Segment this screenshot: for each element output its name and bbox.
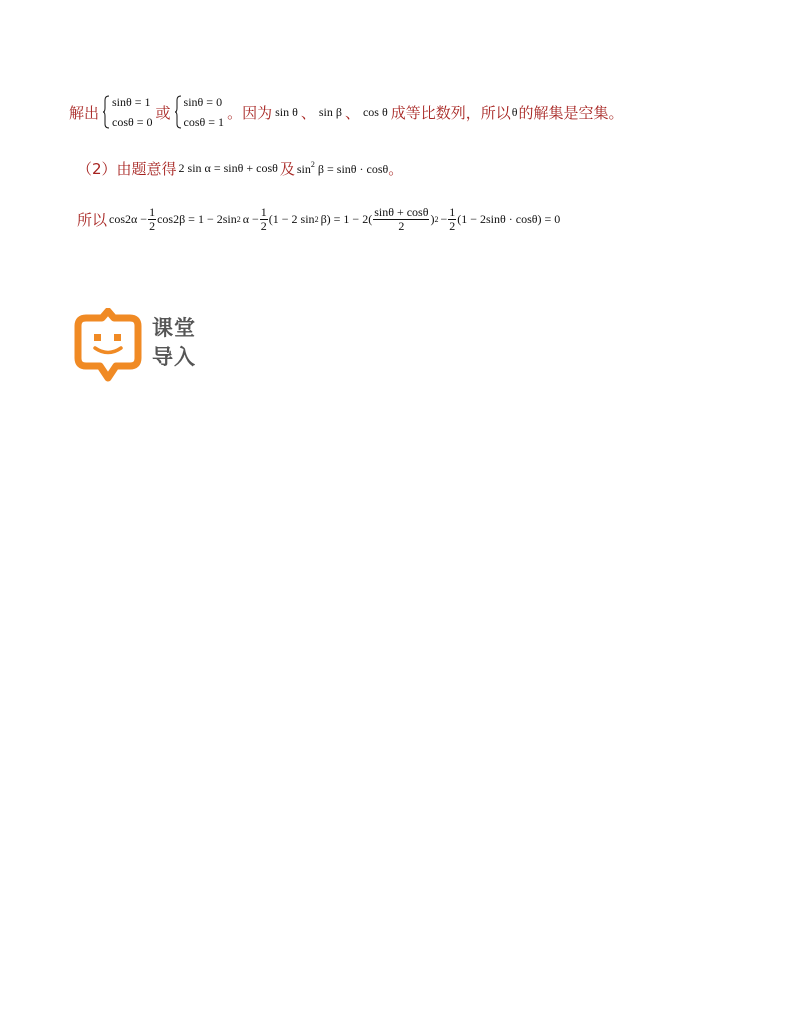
label-solve: 解出 (69, 103, 100, 122)
text-because: 。因为 (227, 103, 273, 122)
case-system-2 (174, 92, 225, 132)
expr-theta: θ (511, 104, 518, 119)
case1-row1: sinθ = 1 (112, 95, 151, 109)
case1-row2: cosθ = 0 (112, 115, 153, 129)
separator: 、 (300, 103, 316, 122)
solution-line-3 (77, 202, 560, 236)
fraction: $\frac{1}{2}$ (449, 204, 456, 233)
text-geometric: 成等比数列，所以 (390, 103, 511, 122)
section-badge (74, 308, 214, 382)
fraction: $\frac{\sin\theta + \cos\theta}{2}$ (374, 204, 429, 233)
solution-line-2 (77, 158, 403, 178)
period: 。 (388, 159, 404, 178)
case-system-1 (102, 92, 153, 132)
label-so: 所以 (77, 210, 108, 229)
equation-2: $\sin^2 \beta = \sin\theta \cdot \cos\theta$ (296, 159, 389, 176)
left-brace-icon (174, 95, 182, 129)
text-end: 的解集是空集。 (518, 103, 624, 122)
case2-row1: sinθ = 0 (183, 95, 223, 109)
section-title-line-1: 课堂 (152, 316, 196, 340)
expr-sin-theta: sin θ (275, 104, 298, 119)
equation-1: 2 sin α = sinθ + cosθ (178, 160, 278, 175)
label-or: 或 (155, 103, 171, 122)
label-and: 及 (279, 159, 295, 178)
label-part-2: （2）由题意得 (77, 159, 177, 178)
fraction: $\frac{1}{2}$ (149, 204, 156, 233)
section-title (152, 314, 196, 372)
case2-row2: cosθ = 1 (183, 115, 225, 129)
robot-speech-bubble-icon (74, 308, 142, 382)
section-title-line-2: 导入 (152, 345, 196, 369)
fraction: $\frac{1}{2}$ (260, 204, 267, 233)
left-brace-icon (102, 95, 110, 129)
separator: 、 (344, 103, 360, 122)
solution-line-1 (69, 92, 624, 132)
expr-sin-beta: sin β (318, 104, 342, 119)
expr-cos-theta: cos θ (362, 104, 388, 119)
derivation-expression: cos2α − $\frac{1}{2}$ cos2β = 1 − 2sin 2 α − $\frac{1}{2}$ (1 − 2 sin 2 β) = 1 − 2( $\frac{\sin\theta + \cos\theta}{2}$ ) 2 − $\frac{1}{2}$ (1 − 2sinθ · cosθ) = 0 (109, 204, 561, 233)
